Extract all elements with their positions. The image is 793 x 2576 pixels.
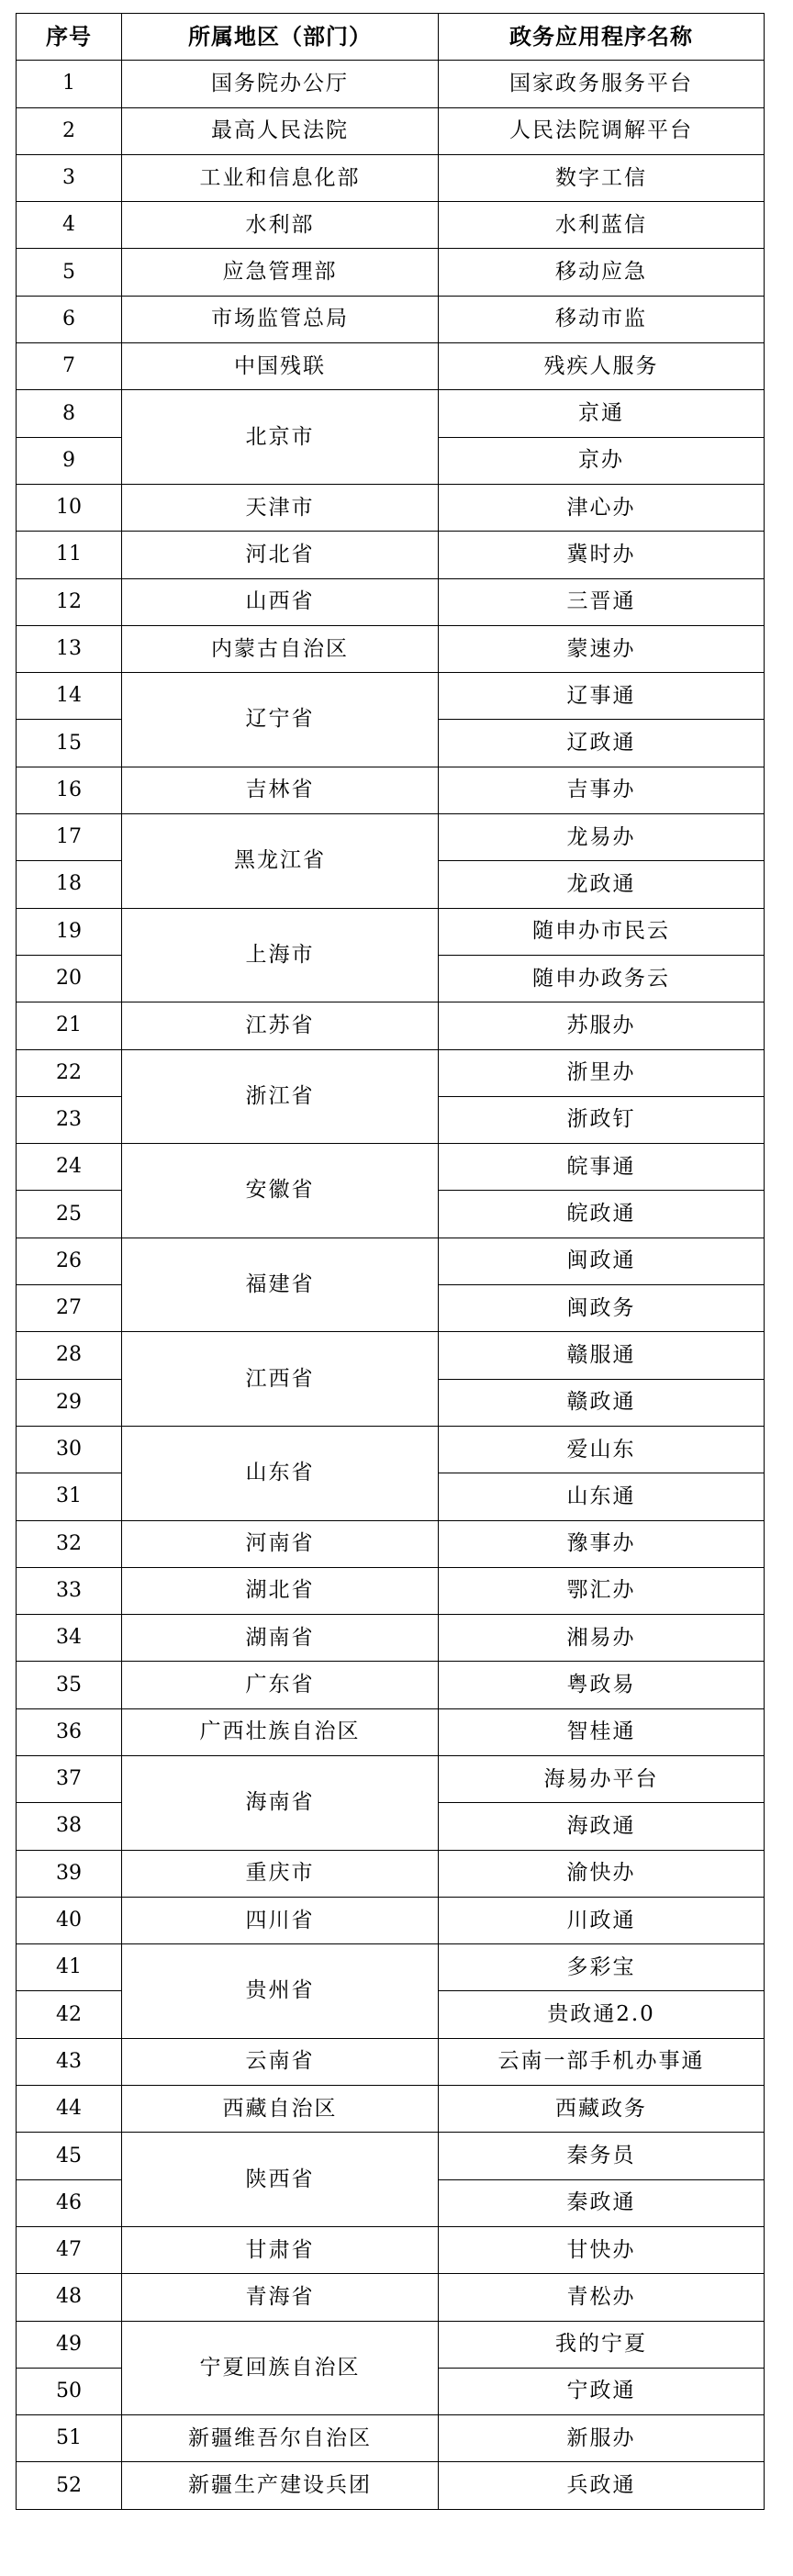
row-index: 27 [17,1285,122,1332]
row-app-name: 赣政通 [439,1379,765,1426]
row-app-name: 山东通 [439,1473,765,1520]
row-app-name: 残疾人服务 [439,343,765,390]
table-row [17,107,765,154]
row-region: 青海省 [122,2274,439,2321]
row-index: 36 [17,1708,122,1755]
table-row [17,390,765,437]
row-app-name: 辽事通 [439,673,765,720]
table-row [17,2415,765,2462]
row-index: 24 [17,1144,122,1191]
row-app-name: 苏服办 [439,1002,765,1049]
row-region: 最高人民法院 [122,107,439,154]
row-index: 10 [17,484,122,531]
row-app-name: 闽政务 [439,1285,765,1332]
row-index: 8 [17,390,122,437]
row-app-name: 海易办平台 [439,1755,765,1802]
row-index: 2 [17,107,122,154]
row-index: 28 [17,1332,122,1379]
row-app-name: 云南一部手机办事通 [439,2038,765,2085]
row-index: 31 [17,1473,122,1520]
row-region: 黑龙江省 [122,814,439,909]
row-region: 宁夏回族自治区 [122,2321,439,2415]
row-index: 43 [17,2038,122,2085]
row-app-name: 吉事办 [439,767,765,813]
row-index: 12 [17,578,122,625]
table-row [17,61,765,107]
row-index: 35 [17,1662,122,1708]
table-row [17,1049,765,1096]
row-region: 山东省 [122,1426,439,1520]
row-app-name: 人民法院调解平台 [439,107,765,154]
row-app-name: 闽政通 [439,1238,765,1284]
table-row [17,296,765,342]
header-app-name: 政务应用程序名称 [439,14,765,61]
row-app-name: 移动应急 [439,249,765,296]
row-index: 15 [17,720,122,767]
table-row [17,1520,765,1567]
table-row [17,767,765,813]
row-region: 山西省 [122,578,439,625]
row-index: 41 [17,1944,122,1991]
row-index: 9 [17,437,122,484]
row-region: 水利部 [122,202,439,249]
row-region: 江西省 [122,1332,439,1427]
table-row [17,1238,765,1284]
row-app-name: 辽政通 [439,720,765,767]
row-region: 江苏省 [122,1002,439,1049]
row-app-name: 多彩宝 [439,1944,765,1991]
row-index: 32 [17,1520,122,1567]
row-region: 贵州省 [122,1944,439,2039]
row-index: 51 [17,2415,122,2462]
row-app-name: 新服办 [439,2415,765,2462]
table-row [17,625,765,672]
row-index: 20 [17,955,122,1002]
row-index: 40 [17,1897,122,1943]
row-app-name: 西藏政务 [439,2086,765,2133]
row-app-name: 津心办 [439,484,765,531]
table-row [17,1002,765,1049]
row-app-name: 渝快办 [439,1850,765,1897]
row-region: 河南省 [122,1520,439,1567]
row-app-name: 三晋通 [439,578,765,625]
row-region: 海南省 [122,1755,439,1850]
table-row [17,1332,765,1379]
table-row [17,2226,765,2273]
row-app-name: 冀时办 [439,532,765,578]
row-index: 50 [17,2368,122,2414]
header-region: 所属地区（部门） [122,14,439,61]
row-app-name: 秦务员 [439,2133,765,2179]
app-list-table [16,13,765,2510]
row-app-name: 甘快办 [439,2226,765,2273]
row-region: 湖南省 [122,1615,439,1662]
row-app-name: 数字工信 [439,154,765,201]
table-row [17,1897,765,1943]
table-row [17,1426,765,1473]
row-region: 广东省 [122,1662,439,1708]
row-app-name: 豫事办 [439,1520,765,1567]
row-index: 33 [17,1567,122,1614]
table-body [17,61,765,2509]
row-index: 23 [17,1096,122,1143]
table-row [17,1755,765,1802]
row-region: 河北省 [122,532,439,578]
row-app-name: 宁政通 [439,2368,765,2414]
row-index: 34 [17,1615,122,1662]
header-index: 序号 [17,14,122,61]
row-app-name: 皖政通 [439,1191,765,1238]
row-app-name: 水利蓝信 [439,202,765,249]
row-region: 四川省 [122,1897,439,1943]
row-app-name: 皖事通 [439,1144,765,1191]
table-row [17,1567,765,1614]
row-region: 广西壮族自治区 [122,1708,439,1755]
table-row [17,908,765,955]
row-index: 44 [17,2086,122,2133]
row-region: 北京市 [122,390,439,485]
table-row [17,1850,765,1897]
row-region: 新疆维吾尔自治区 [122,2415,439,2462]
row-index: 26 [17,1238,122,1284]
row-region: 吉林省 [122,767,439,813]
row-index: 22 [17,1049,122,1096]
row-region: 中国残联 [122,343,439,390]
row-index: 14 [17,673,122,720]
table-row [17,2086,765,2133]
row-app-name: 移动市监 [439,296,765,342]
row-index: 21 [17,1002,122,1049]
row-region: 云南省 [122,2038,439,2085]
row-app-name: 秦政通 [439,2179,765,2226]
row-region: 浙江省 [122,1049,439,1144]
table-row [17,2462,765,2509]
row-region: 工业和信息化部 [122,154,439,201]
table-row [17,1944,765,1991]
row-index: 17 [17,814,122,861]
table-row [17,2321,765,2368]
row-index: 30 [17,1426,122,1473]
row-index: 11 [17,532,122,578]
row-index: 42 [17,1991,122,2038]
row-app-name: 兵政通 [439,2462,765,2509]
row-index: 49 [17,2321,122,2368]
row-index: 1 [17,61,122,107]
row-index: 29 [17,1379,122,1426]
row-app-name: 蒙速办 [439,625,765,672]
row-index: 19 [17,908,122,955]
row-app-name: 随申办政务云 [439,955,765,1002]
row-index: 3 [17,154,122,201]
row-index: 48 [17,2274,122,2321]
row-index: 5 [17,249,122,296]
row-app-name: 国家政务服务平台 [439,61,765,107]
row-app-name: 京办 [439,437,765,484]
table-row [17,578,765,625]
row-region: 国务院办公厅 [122,61,439,107]
row-app-name: 浙里办 [439,1049,765,1096]
row-app-name: 青松办 [439,2274,765,2321]
row-app-name: 浙政钉 [439,1096,765,1143]
row-region: 陕西省 [122,2133,439,2227]
row-app-name: 随申办市民云 [439,908,765,955]
row-index: 6 [17,296,122,342]
row-index: 45 [17,2133,122,2179]
row-app-name: 龙易办 [439,814,765,861]
row-region: 重庆市 [122,1850,439,1897]
row-region: 辽宁省 [122,673,439,767]
app-list-table-container [16,13,765,2510]
row-region: 上海市 [122,908,439,1002]
row-app-name: 粤政易 [439,1662,765,1708]
row-app-name: 赣服通 [439,1332,765,1379]
row-region: 福建省 [122,1238,439,1332]
row-index: 37 [17,1755,122,1802]
row-app-name: 爱山东 [439,1426,765,1473]
row-app-name: 海政通 [439,1803,765,1850]
table-header-row [17,14,765,61]
table-row [17,154,765,201]
table-row [17,2038,765,2085]
table-row [17,673,765,720]
row-region: 湖北省 [122,1567,439,1614]
table-row [17,1144,765,1191]
row-region: 新疆生产建设兵团 [122,2462,439,2509]
row-app-name: 京通 [439,390,765,437]
row-region: 甘肃省 [122,2226,439,2273]
row-index: 52 [17,2462,122,2509]
row-app-name: 龙政通 [439,861,765,908]
row-index: 18 [17,861,122,908]
row-index: 4 [17,202,122,249]
row-index: 47 [17,2226,122,2273]
table-row [17,202,765,249]
row-app-name: 智桂通 [439,1708,765,1755]
row-index: 25 [17,1191,122,1238]
row-app-name: 我的宁夏 [439,2321,765,2368]
row-index: 16 [17,767,122,813]
table-row [17,1708,765,1755]
row-region: 市场监管总局 [122,296,439,342]
row-index: 7 [17,343,122,390]
table-row [17,1662,765,1708]
table-row [17,343,765,390]
row-app-name: 贵政通2.0 [439,1991,765,2038]
row-index: 39 [17,1850,122,1897]
table-row [17,532,765,578]
table-row [17,484,765,531]
row-index: 46 [17,2179,122,2226]
table-row [17,2274,765,2321]
row-index: 13 [17,625,122,672]
table-row [17,1615,765,1662]
row-region: 西藏自治区 [122,2086,439,2133]
table-row [17,249,765,296]
row-app-name: 川政通 [439,1897,765,1943]
row-region: 内蒙古自治区 [122,625,439,672]
row-region: 应急管理部 [122,249,439,296]
row-app-name: 鄂汇办 [439,1567,765,1614]
row-region: 安徽省 [122,1144,439,1238]
table-row [17,2133,765,2179]
table-row [17,814,765,861]
row-index: 38 [17,1803,122,1850]
row-app-name: 湘易办 [439,1615,765,1662]
row-region: 天津市 [122,484,439,531]
